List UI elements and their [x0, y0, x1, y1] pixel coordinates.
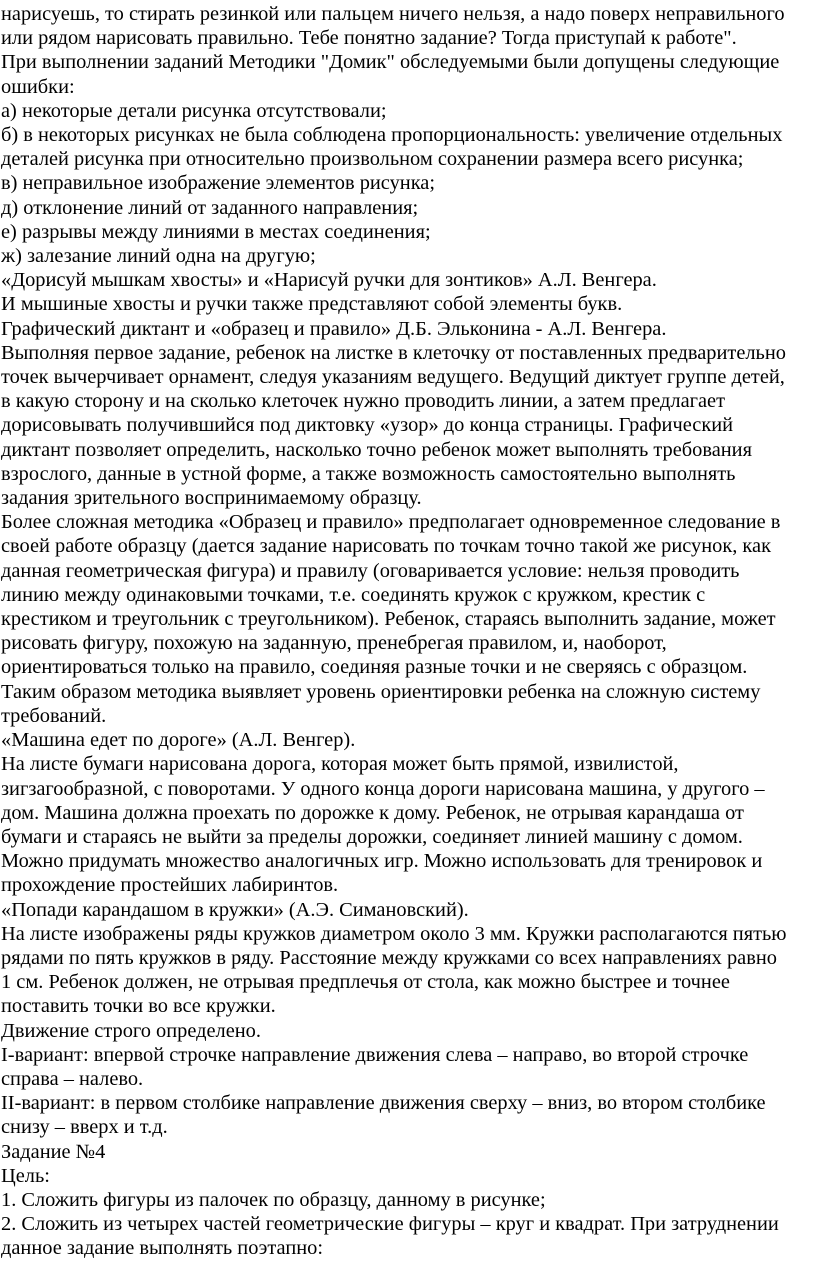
text-line: точек вычерчивает орнамент, следуя указаниям ведущего. Ведущий диктует группе детей,: [1, 366, 785, 389]
text-line: требований.: [1, 704, 107, 727]
text-line: Графический диктант и «образец и правило» Д.Б. Эльконина - А.Л. Венгера.: [1, 317, 667, 340]
text-line: 1 см. Ребенок должен, не отрывая предплечья от стола, как можно быстрее и точнее: [1, 971, 730, 994]
text-line: ориентироваться только на правило, соединяя разные точки и не сверяясь с образцом.: [1, 656, 748, 679]
text-line: Более сложная методика «Образец и правило» предполагает одновременное следование в: [1, 511, 781, 534]
text-line: «Попади карандашом в кружки» (А.Э. Симановский).: [1, 898, 469, 921]
text-line: дорисовывать получившийся под диктовку «узор» до конца страницы. Графический: [1, 414, 734, 437]
text-line: бумаги и стараясь не выйти за пределы дорожки, соединяет линией машину с домом.: [1, 825, 743, 848]
text-line: 2. Сложить из четырех частей геометрические фигуры – круг и квадрат. При затруднении: [1, 1213, 779, 1236]
text-line: е) разрывы между линиями в местах соединения;: [1, 220, 431, 243]
text-line: И мышиные хвосты и ручки также представляют собой элементы букв.: [1, 293, 623, 316]
text-line: Задание №4: [1, 1140, 106, 1163]
text-line: II-вариант: в первом столбике направление движения сверху – вниз, во втором столбике: [1, 1092, 766, 1115]
text-line: д) отклонение линий от заданного направления;: [1, 196, 419, 219]
text-line: I-вариант: впервой строчке направление движения слева – направо, во второй строчке: [1, 1043, 749, 1066]
document-body: [1, 2, 810, 1261]
text-line: крестиком и треугольник с треугольником). Ребенок, стараясь выполнить задание, может: [1, 608, 776, 631]
text-line: Движение строго определено.: [1, 1019, 261, 1042]
text-line: При выполнении заданий Методики "Домик" обследуемыми были допущены следующие: [1, 51, 780, 74]
text-line: Можно придумать множество аналогичных игр. Можно использовать для тренировок и: [1, 850, 763, 873]
text-line: своей работе образцу (дается задание нарисовать по точкам точно такой же рисунок, как: [1, 535, 771, 558]
text-line: взрослого, данные в устной форме, а также возможность самостоятельно выполнять: [1, 462, 736, 485]
text-line: На листе изображены ряды кружков диаметром около 3 мм. Кружки располагаются пятью: [1, 922, 787, 945]
text-line: рисовать фигуру, похожую на заданную, пренебрегая правилом, и, наоборот,: [1, 632, 667, 655]
text-line: диктант позволяет определить, насколько точно ребенок может выполнять требования: [1, 438, 752, 461]
text-line: в какую сторону и на сколько клеточек нужно проводить линии, а затем предлагает: [1, 390, 726, 413]
text-line: прохождение простейших лабиринтов.: [1, 874, 339, 897]
text-line: линию между одинаковыми точками, т.е. соединять кружок с кружком, крестик с: [1, 583, 706, 606]
text-line: Выполняя первое задание, ребенок на листке в клеточку от поставленных предварительно: [1, 341, 786, 364]
text-line: а) некоторые детали рисунка отсутствовали;: [1, 99, 387, 122]
text-line: деталей рисунка при относительно произвольном сохранении размера всего рисунка;: [1, 148, 744, 171]
text-line: поставить точки во все кружки.: [1, 995, 276, 1018]
text-line: ж) залезание линий одна на другую;: [1, 245, 316, 268]
text-line: нарисуешь, то стирать резинкой или пальцем ничего нельзя, а надо поверх неправильного: [1, 3, 785, 25]
text-line: «Дорисуй мышкам хвосты» и «Нарисуй ручки для зонтиков» А.Л. Венгера.: [1, 269, 657, 292]
text-line: справа – налево.: [1, 1067, 144, 1090]
text-line: На листе бумаги нарисована дорога, которая может быть прямой, извилистой,: [1, 753, 679, 776]
text-line: снизу – вверх и т.д.: [1, 1116, 168, 1139]
text-line: Цель:: [1, 1164, 50, 1187]
text-line: задания зрительного воспринимаемому образцу.: [1, 487, 422, 510]
text-line: или рядом нарисовать правильно. Тебе понятно задание? Тогда приступай к работе".: [1, 27, 737, 50]
text-line: зигзагообразной, с поворотами. У одного конца дороги нарисована машина, у другого –: [1, 777, 765, 800]
text-line: б) в некоторых рисунках не была соблюдена пропорциональность: увеличение отдельных: [1, 124, 783, 147]
text-line: дом. Машина должна проехать по дорожке к дому. Ребенок, не отрывая карандаша от: [1, 801, 744, 824]
text-line: данное задание выполнять поэтапно:: [1, 1237, 324, 1260]
text-line: 1. Сложить фигуры из палочек по образцу, данному в рисунке;: [1, 1188, 546, 1211]
text-line: ошибки:: [1, 75, 75, 98]
text-line: Таким образом методика выявляет уровень ориентировки ребенка на сложную систему: [1, 680, 761, 703]
text-line: данная геометрическая фигура) и правилу (оговаривается условие: нельзя проводить: [1, 559, 740, 582]
text-line: «Машина едет по дороге» (А.Л. Венгер).: [1, 729, 356, 752]
text-line: рядами по пять кружков в ряду. Расстояние между кружками со всех направлениях равно: [1, 946, 777, 969]
text-line: в) неправильное изображение элементов рисунка;: [1, 172, 436, 195]
